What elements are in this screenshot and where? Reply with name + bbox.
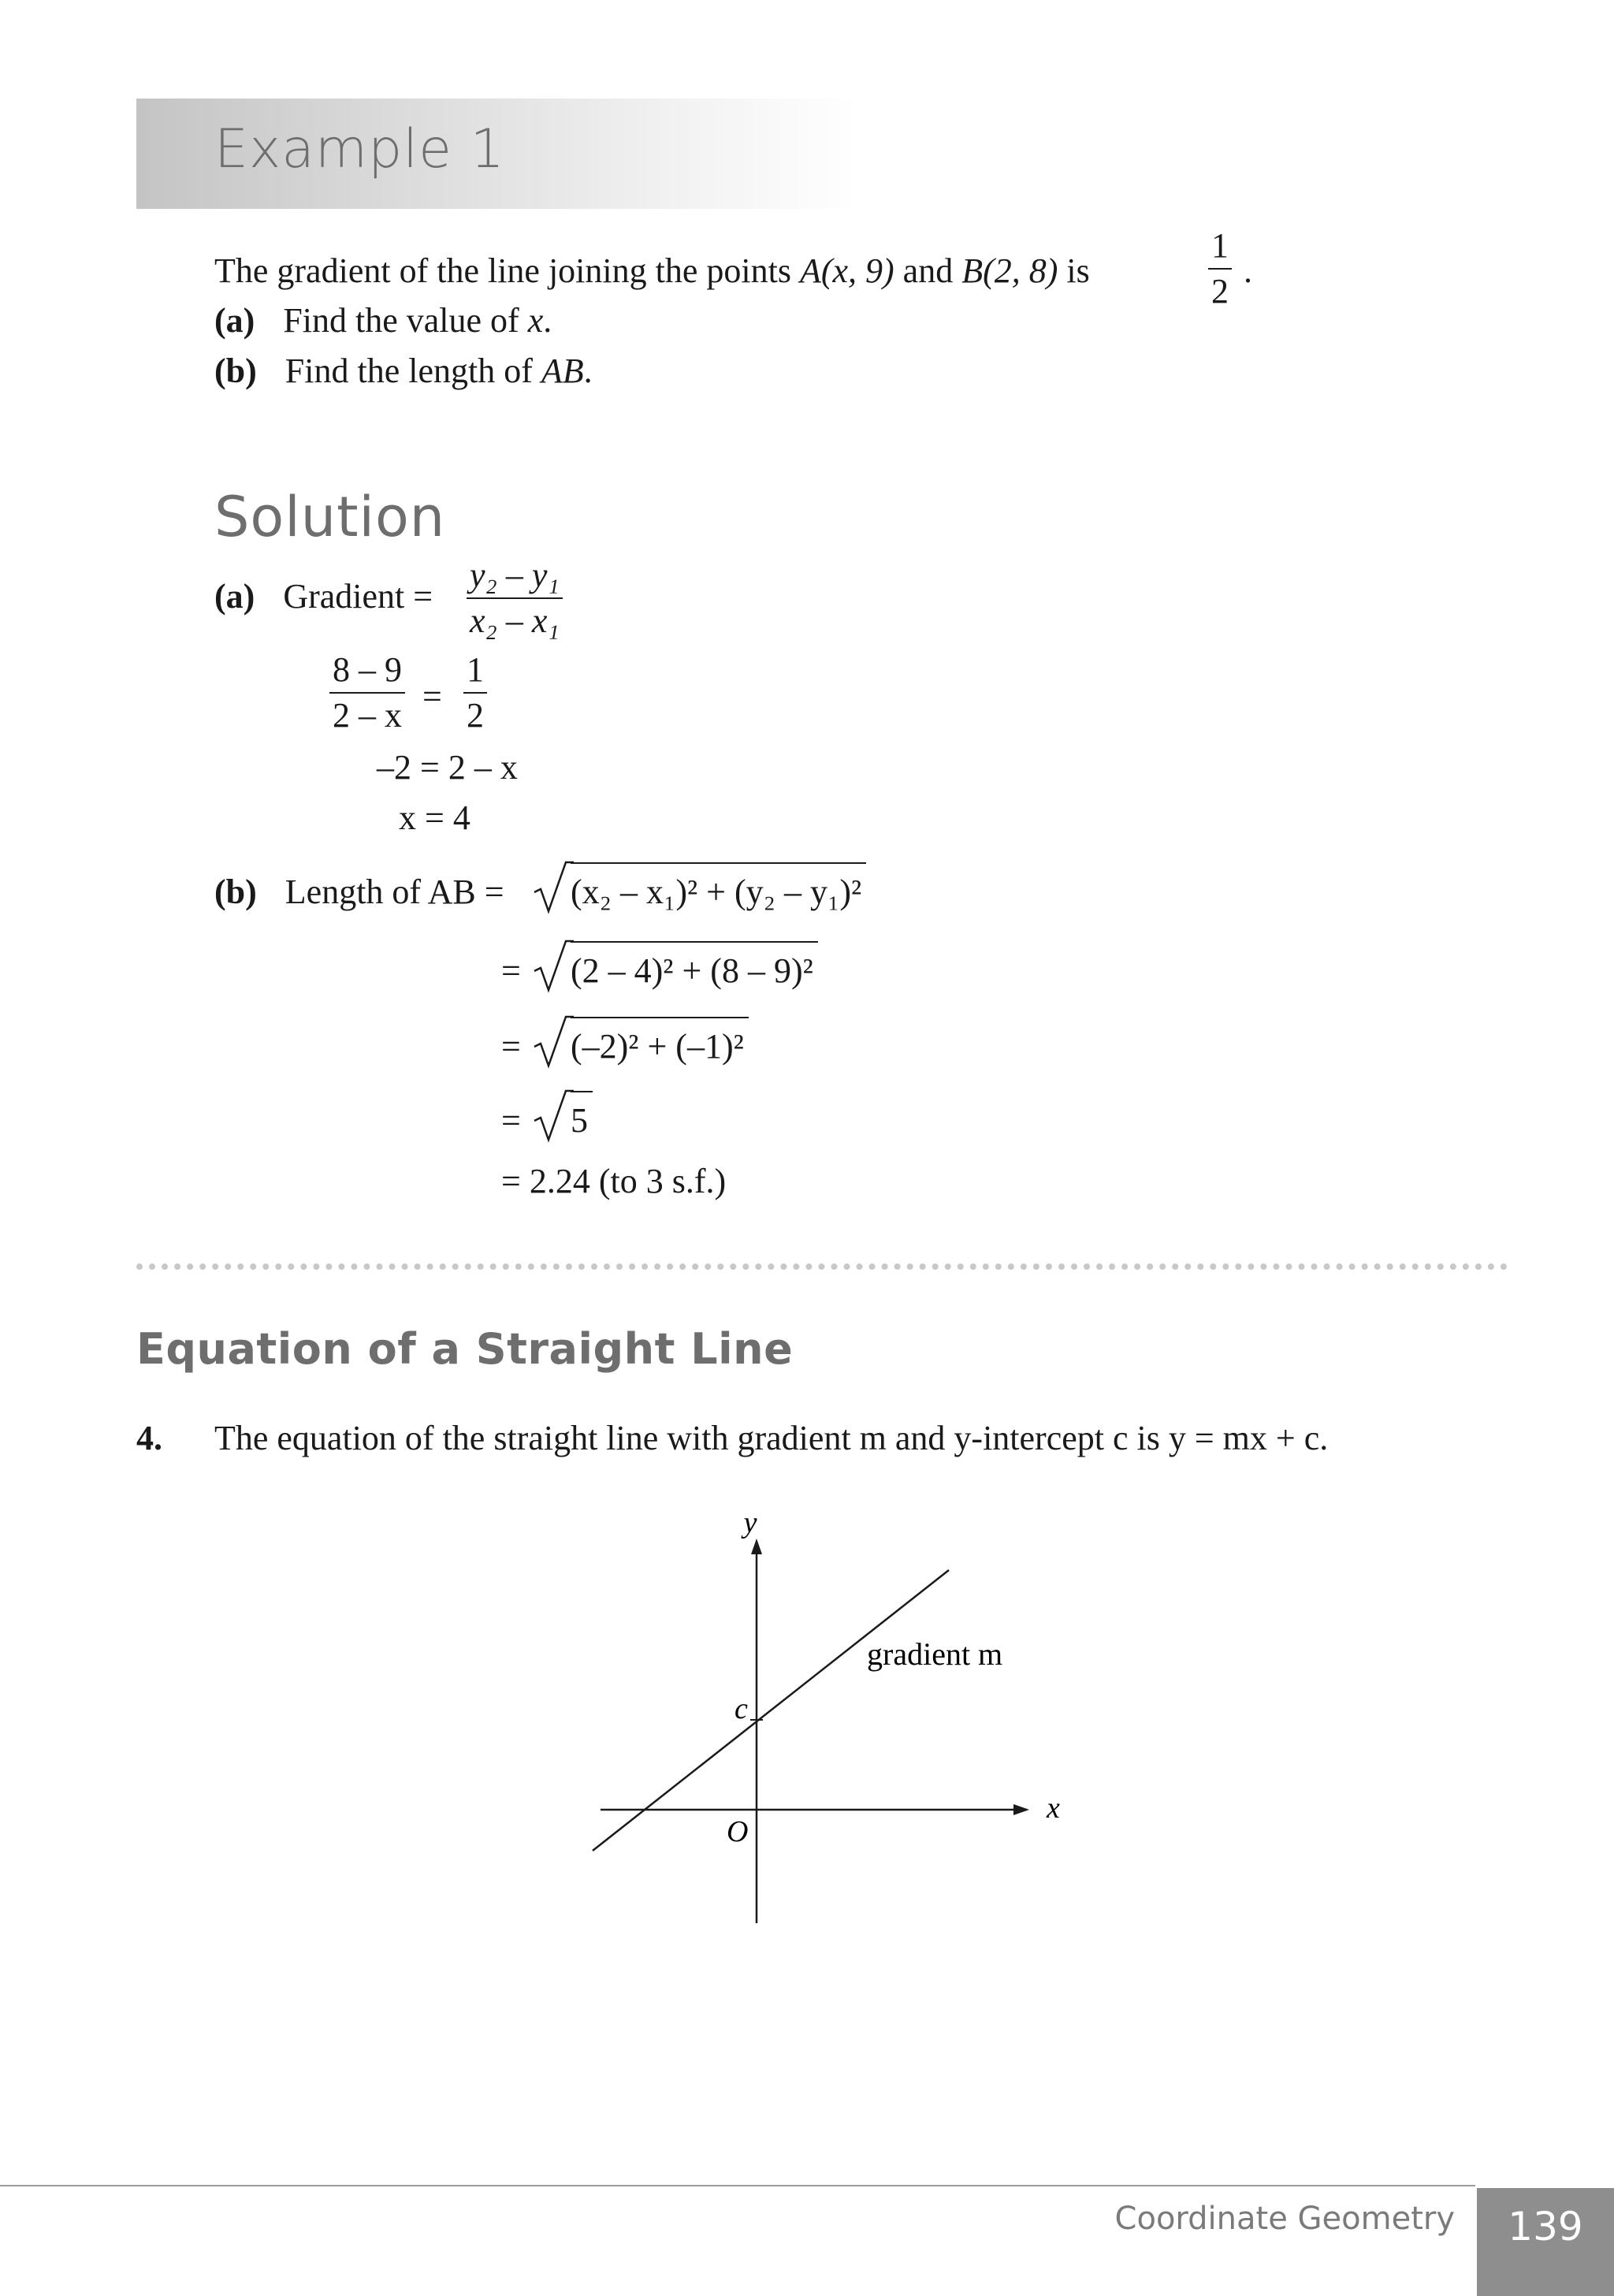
example-title: Example 1 — [214, 118, 505, 180]
gradient-word: Gradient = — [283, 577, 433, 616]
y-axis-label: y — [743, 1506, 757, 1539]
step3: x = 4 — [399, 798, 470, 837]
part-a-var: x — [527, 301, 544, 340]
section-heading: Equation of a Straight Line — [136, 1324, 794, 1374]
solution-title: Solution — [214, 485, 446, 549]
sqrt-radicand-1: (x₂ – x₁)² + (y₂ – y₁)² — [571, 862, 866, 910]
step1-left-fraction — [329, 650, 405, 735]
question-part-b: (b) Find the length of AB. — [214, 352, 593, 390]
step1-right-denominator: 2 — [463, 692, 487, 733]
question-gradient-fraction — [1208, 226, 1232, 311]
step1-right-numerator: 1 — [467, 650, 484, 689]
radical-sign-icon — [533, 1014, 574, 1069]
part-b-text: Find the length of — [284, 352, 533, 390]
solution-part-a-label: (a) — [214, 577, 255, 616]
question-part-a: (a) Find the value of x. — [214, 301, 552, 340]
item-number: 4. — [136, 1419, 162, 1457]
origin-label: O — [727, 1815, 749, 1848]
sqrt-radicand-3: (–2)² + (–1)² — [571, 1017, 749, 1064]
point-b: B(2, 8) — [961, 251, 1058, 290]
step1-left-denominator: 2 – x — [329, 692, 405, 733]
radical-sign-icon — [533, 859, 574, 914]
part-b-label: (b) — [214, 352, 257, 390]
point-a: A(x, 9) — [799, 251, 894, 290]
page-number: 139 — [1508, 2204, 1583, 2249]
line-label: gradient m — [867, 1636, 1003, 1672]
x-axis-label: x — [1047, 1792, 1060, 1825]
formula-denominator: x₂ – x₁ — [467, 597, 563, 638]
gradient-line — [593, 1570, 949, 1851]
solution-part-a-line — [214, 579, 433, 614]
part-b-result: = 2.24 (to 3 s.f.) — [501, 1162, 727, 1200]
solution-part-b-line — [214, 875, 504, 910]
x-axis-arrow-icon — [1013, 1804, 1029, 1815]
sqrt-radicand-4: 5 — [571, 1091, 593, 1138]
step1-left-numerator: 8 – 9 — [333, 650, 402, 689]
step1-right-fraction — [463, 650, 487, 735]
step1-equals: = — [422, 677, 442, 716]
is-word: is — [1066, 251, 1090, 290]
question-intro: The gradient of the line joining the points — [214, 251, 791, 290]
fraction-denominator: 2 — [1208, 268, 1232, 309]
straight-line-diagram — [552, 1498, 1103, 1939]
part-b-lhs: Length of AB = — [284, 873, 504, 911]
sqrt-radicand-2: (2 – 4)² + (8 – 9)² — [571, 941, 818, 988]
footer-rule — [0, 2185, 1475, 2186]
step2: –2 = 2 – x — [377, 748, 518, 787]
and-word: and — [902, 251, 954, 290]
radical-sign-icon — [533, 938, 574, 993]
question-period: . — [1244, 251, 1252, 290]
part-b-var: AB — [541, 352, 584, 390]
question-line — [214, 251, 1090, 290]
solution-part-b-label: (b) — [214, 873, 257, 911]
part-a-label: (a) — [214, 301, 255, 340]
part-a-text: Find the value of — [283, 301, 519, 340]
section-divider — [136, 1263, 1508, 1270]
radical-sign-icon — [533, 1088, 574, 1143]
item-text: The equation of the straight line with gradient m and y-intercept c is y = mx + c. — [214, 1419, 1329, 1457]
y-axis-arrow-icon — [751, 1539, 762, 1554]
formula-numerator: y₂ – y₁ — [470, 556, 560, 594]
fraction-numerator: 1 — [1211, 226, 1229, 265]
gradient-formula-fraction — [467, 558, 563, 638]
intercept-label: c — [734, 1692, 748, 1725]
footer-chapter: Coordinate Geometry — [1114, 2201, 1455, 2237]
